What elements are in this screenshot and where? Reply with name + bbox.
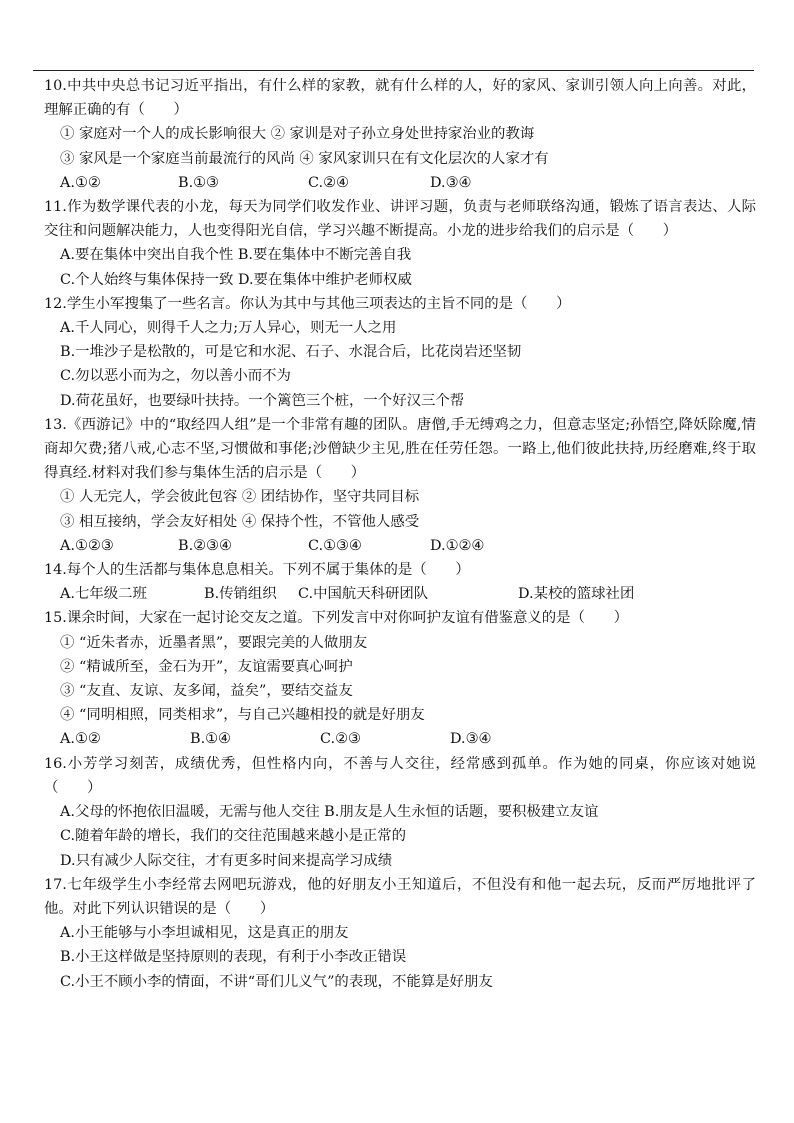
- option-line[interactable]: A.要在集体中突出自我个性 B.要在集体中不断完善自我: [60, 247, 412, 264]
- question-list: [44, 74, 756, 994]
- statement-line: ② “精诚所至，金石为开”，友谊需要真心呵护: [60, 658, 353, 675]
- option-a[interactable]: A.千人同心，则得千人之力;万人异心，则无一人之用: [60, 320, 397, 337]
- option-b[interactable]: B.小王这样做是坚持原则的表现，有利于小李改正错误: [60, 949, 407, 966]
- question-13: [44, 413, 756, 558]
- question-14: [44, 558, 756, 606]
- option-c[interactable]: C.②③: [320, 731, 361, 748]
- option-a[interactable]: A.七年级二班: [60, 586, 147, 603]
- option-c[interactable]: C.小王不顾小李的情面，不讲“哥们儿义气”的表现，不能算是好朋友: [60, 973, 493, 990]
- question-16: [44, 752, 756, 873]
- question-stem: 12.学生小军搜集了一些名言。你认为其中与其他三项表达的主旨不同的是（ ）: [44, 295, 571, 312]
- option-b[interactable]: B.传销组织: [204, 586, 277, 603]
- option-line[interactable]: C.个人始终与集体保持一致 D.要在集体中维护老师权威: [60, 271, 412, 288]
- question-15: [44, 606, 756, 751]
- statement-line: ③ “友直、友谅、友多闻，益矣”，要结交益友: [60, 683, 353, 700]
- option-d[interactable]: D.①②④: [430, 537, 485, 554]
- option-c[interactable]: C.随着年龄的增长，我们的交往范围越来越小是正常的: [60, 828, 407, 845]
- option-c[interactable]: C.勿以恶小而为之，勿以善小而不为: [60, 368, 291, 385]
- option-c[interactable]: C.①③④: [308, 537, 362, 554]
- question-stem: 14.每个人的生活都与集体息息相关。下列不属于集体的是（ ）: [44, 562, 470, 579]
- option-a[interactable]: A.①②: [60, 731, 101, 748]
- header-rule: [33, 70, 754, 71]
- statement-line: ① 家庭对一个人的成长影响很大 ② 家训是对子孙立身处世持家治业的教诲: [60, 126, 535, 143]
- option-d[interactable]: D.荷花虽好，也要绿叶扶持。一个篱笆三个桩，一个好汉三个帮: [60, 392, 465, 409]
- statement-line: ① “近朱者赤，近墨者黑”，要跟完美的人做朋友: [60, 634, 368, 651]
- answer-options: [60, 171, 756, 195]
- option-d[interactable]: D.某校的篮球社团: [518, 586, 635, 603]
- statement-line: ④ “同明相照，同类相求”，与自己兴趣相投的就是好朋友: [60, 707, 425, 724]
- question-17: [44, 873, 756, 994]
- option-c[interactable]: C.中国航天科研团队: [298, 586, 429, 603]
- option-c[interactable]: C.②④: [308, 174, 349, 191]
- option-d[interactable]: D.③④: [430, 174, 472, 191]
- option-a[interactable]: A.①②③: [60, 537, 114, 554]
- option-b[interactable]: B.①③: [178, 174, 219, 191]
- question-stem: 10.中共中央总书记习近平指出，有什么样的家教，就有什么样的人，好的家风、家训引领人向上向善。对此，理解正确的有（ ）: [44, 78, 756, 119]
- option-d[interactable]: D.③④: [450, 731, 492, 748]
- question-stem: 16.小芳学习刻苦，成绩优秀，但性格内向，不善与人交往，经常感到孤单。作为她的同桌，你应该对她说（ ）: [44, 755, 756, 796]
- statement-line: ③ 家风是一个家庭当前最流行的风尚 ④ 家风家训只在有文化层次的人家才有: [60, 150, 549, 167]
- option-b[interactable]: B.一堆沙子是松散的，可是它和水泥、石子、水混合后，比花岗岩还坚韧: [60, 344, 522, 361]
- option-d[interactable]: D.只有减少人际交往，才有更多时间来提高学习成绩: [60, 852, 393, 869]
- option-a[interactable]: A.①②: [60, 174, 101, 191]
- option-b[interactable]: B.①④: [190, 731, 231, 748]
- question-stem: 17.七年级学生小李经常去网吧玩游戏，他的好朋友小王知道后，不但没有和他一起去玩，反而严厉地批评了他。对此下列认识错误的是（ ）: [44, 876, 756, 917]
- question-12: [44, 292, 756, 413]
- answer-options: [60, 582, 756, 606]
- option-b[interactable]: B.②③④: [178, 537, 232, 554]
- question-stem: 11.作为数学课代表的小龙，每天为同学们收发作业、讲评习题，负责与老师联络沟通，锻炼了语言表达、人际交往和问题解决能力，人也变得阳光自信，学习兴趣不断提高。小龙的进步给我们的启示是（ ）: [44, 199, 756, 240]
- statement-line: ③ 相互接纳，学会友好相处 ④ 保持个性，不管他人感受: [60, 513, 420, 530]
- question-10: [44, 74, 756, 195]
- question-11: [44, 195, 756, 292]
- question-stem: 15.课余时间，大家在一起讨论交友之道。下列发言中对你呵护友谊有借鉴意义的是（ ）: [44, 610, 629, 627]
- answer-options: [60, 727, 756, 751]
- statement-line: ① 人无完人，学会彼此包容 ② 团结协作，坚守共同目标: [60, 489, 420, 506]
- option-line[interactable]: A.父母的怀抱依旧温暖，无需与他人交往 B.朋友是人生永恒的话题，要积极建立友谊: [60, 804, 599, 821]
- question-stem: 13.《西游记》中的“取经四人组”是一个非常有趣的团队。唐僧,手无缚鸡之力，但意志坚定;孙悟空,降妖除魔,情商却欠费;猪八戒,心志不坚,习惯做和事佬;沙僧缺少主见,胜在任劳任怨。一路上,他们彼此扶持,历经磨难,终于取得真经.材料对我们参与集体生活的启示是（ ）: [44, 416, 756, 482]
- answer-options: [60, 534, 756, 558]
- option-a[interactable]: A.小王能够与小李坦诚相见，这是真正的朋友: [60, 925, 349, 942]
